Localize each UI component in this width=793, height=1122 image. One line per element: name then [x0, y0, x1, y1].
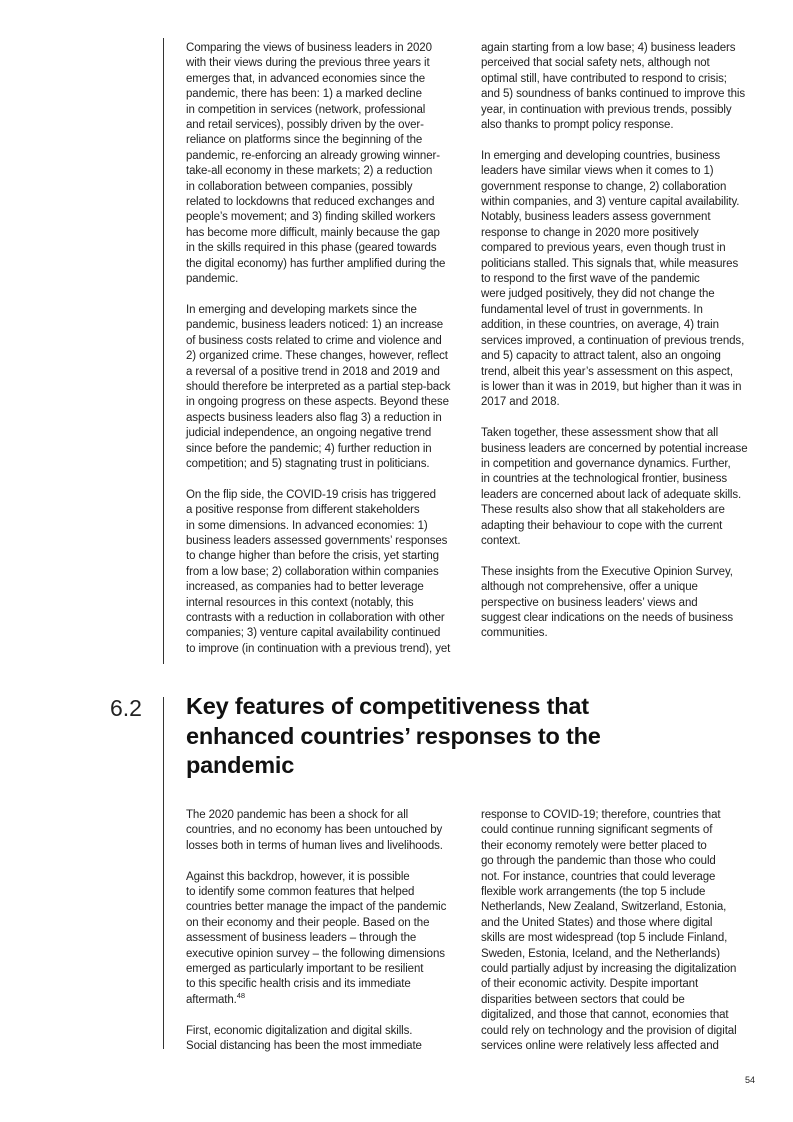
text-line: perspective on business leaders’ views and: [481, 596, 698, 609]
text-line: services online were relatively less affected and: [481, 1040, 719, 1053]
text-line: compared to previous years, even though trust in: [481, 242, 726, 255]
text-line: assessment of business leaders – through the: [186, 932, 417, 945]
text-line: Sweden, Estonia, Iceland, and the Netherlands): [481, 947, 720, 960]
margin-rule-top: [163, 38, 164, 664]
body-paragraph: [186, 1024, 464, 1055]
text-line: On the flip side, the COVID-19 crisis has triggered: [186, 488, 436, 501]
text-line: and the United States) and those where digital: [481, 916, 713, 929]
text-line: adapting their behaviour to cope with the current: [481, 519, 723, 532]
text-line: losses both in terms of human lives and livelihoods.: [186, 839, 443, 852]
text-line: on their economy and their people. Based on the: [186, 916, 430, 929]
text-line: judicial independence, an ongoing negative trend: [186, 427, 432, 440]
text-line: again starting from a low base; 4) business leaders: [481, 42, 736, 54]
body-paragraph: [186, 41, 464, 288]
text-line: and retail services), possibly driven by the over-: [186, 119, 424, 132]
text-line: politicians stalled. This signals that, while measures: [481, 257, 739, 270]
text-line: fundamental level of trust in governments. In: [481, 303, 703, 316]
text-line: go through the pandemic than those who could: [481, 855, 716, 868]
text-line: pandemic, business leaders noticed: 1) an increase: [186, 319, 444, 332]
text-line: Netherlands, New Zealand, Switzerland, Estonia,: [481, 901, 727, 914]
text-line: addition, in these countries, on average, 4) train: [481, 319, 719, 332]
text-line: to change higher than before the crisis, yet starting: [186, 550, 439, 563]
text-line: emerges that, in advanced economies since the: [186, 72, 426, 85]
text-line: could continue running significant segments of: [481, 824, 713, 837]
section-title-line: pandemic: [186, 752, 295, 778]
text-line: disparities between sectors that could be: [481, 993, 685, 1006]
text-line: flexible work arrangements (the top 5 include: [481, 886, 706, 899]
text-line: companies; 3) venture capital availability continued: [186, 627, 441, 640]
text-line: leaders have similar views when it comes to 1): [481, 165, 714, 178]
body-paragraph: [481, 565, 759, 642]
body-paragraph: [481, 426, 759, 549]
body-paragraph: [481, 41, 759, 133]
text-line: people’s movement; and 3) finding skilled workers: [186, 211, 436, 224]
text-line: a positive response from different stakeholders: [186, 504, 420, 517]
text-line: Taken together, these assessment show that all: [481, 427, 719, 440]
text-line: leaders are concerned about lack of adequate skills.: [481, 488, 742, 501]
top-left-column: [186, 41, 464, 673]
text-line: competition; and 5) stagnating trust in politicians.: [186, 457, 430, 470]
text-line: trend, albeit this year’s assessment on this aspect,: [481, 365, 733, 378]
text-line: also thanks to prompt policy response.: [481, 119, 674, 132]
text-line: their economy remotely were better placed to: [481, 839, 707, 852]
text-line: These results also show that all stakeholders are: [481, 504, 725, 517]
text-line: internal resources in this context (notably, this: [186, 596, 414, 609]
text-line: related to lockdowns that reduced exchanges and: [186, 196, 435, 209]
text-line: response to COVID-19; therefore, countries that: [481, 809, 721, 821]
text-line: and 5) soundness of banks continued to improve this: [481, 88, 746, 101]
text-line: is lower than it was in 2019, but higher than it was in: [481, 380, 742, 393]
body-paragraph: [481, 808, 759, 1055]
body-paragraph: [186, 488, 464, 657]
text-line: to respond to the first wave of the pandemic: [481, 273, 700, 286]
text-line: The 2020 pandemic has been a shock for all: [186, 809, 409, 821]
text-line: to improve (in continuation with a previous trend), yet: [186, 642, 451, 655]
text-line: context.: [481, 534, 521, 547]
section-number: 6.2: [110, 695, 142, 721]
text-line: the digital economy) has further amplified during the: [186, 257, 446, 270]
text-line: Against this backdrop, however, it is possible: [186, 870, 410, 883]
text-line: aspects business leaders also flag 3) a reduction in: [186, 411, 442, 424]
margin-rule-bottom: [163, 697, 164, 1049]
text-line: increased, as companies had to better leverage: [186, 581, 424, 594]
text-line: of business costs related to crime and violence and: [186, 334, 442, 347]
text-line: has become more difficult, mainly because the gap: [186, 226, 440, 239]
text-line: with their views during the previous three years it: [186, 57, 430, 70]
text-line: a reversal of a positive trend in 2018 and 2019 and: [186, 365, 440, 378]
text-line: suggest clear indications on the needs of business: [481, 611, 733, 624]
text-line: response to change in 2020 more positively: [481, 226, 699, 239]
text-line: in countries at the technological frontier, business: [481, 473, 728, 486]
text-line: and 5) capacity to attract talent, also an ongoing: [481, 350, 721, 363]
text-line: countries better manage the impact of the pandemic: [186, 901, 447, 914]
text-line: in collaboration between companies, possibly: [186, 180, 413, 193]
text-line: skills are most widespread (top 5 include Finland,: [481, 932, 728, 945]
text-line: to this specific health crisis and its immediate: [186, 978, 411, 991]
text-line: reliance on platforms since the beginning of the: [186, 134, 423, 147]
text-line: take-all economy in these markets; 2) a reduction: [186, 165, 433, 178]
text-line: were judged positively, they did not change the: [481, 288, 715, 301]
text-line: Notably, business leaders assess government: [481, 211, 711, 224]
bottom-right-column: [481, 808, 759, 1070]
text-line: although not comprehensive, offer a unique: [481, 581, 698, 594]
text-line: business leaders assessed governments’ responses: [186, 534, 448, 547]
text-line: 2) organized crime. These changes, however, reflect: [186, 350, 448, 363]
section-title-line: Key features of competitiveness that: [186, 693, 589, 719]
text-line: in ongoing progress on these aspects. Beyond these: [186, 396, 449, 409]
text-line: within companies, and 3) venture capital availability.: [481, 196, 740, 209]
text-line: aftermath.: [186, 993, 237, 1006]
text-line: Comparing the views of business leaders in 2020: [186, 42, 432, 54]
body-paragraph: [186, 808, 464, 854]
text-line: to identify some common features that helped: [186, 886, 415, 899]
text-line: in the skills required in this phase (geared towards: [186, 242, 437, 255]
bottom-left-column: [186, 808, 464, 1070]
text-line: First, economic digitalization and digital skills.: [186, 1024, 413, 1037]
section-title-line: enhanced countries’ responses to the: [186, 722, 601, 749]
text-line: could partially adjust by increasing the digitalization: [481, 963, 737, 976]
text-line: Social distancing has been the most immediate: [186, 1040, 422, 1053]
section-title: [186, 692, 601, 781]
body-paragraph: [186, 870, 464, 1009]
text-line: In emerging and developing markets since the: [186, 303, 417, 316]
text-line: communities.: [481, 627, 548, 640]
text-line: since before the pandemic; 4) further reduction in: [186, 442, 432, 455]
text-line: of their economic activity. Despite important: [481, 978, 699, 991]
text-line: 2017 and 2018.: [481, 396, 560, 409]
text-line: executive opinion survey – the following dimensions: [186, 947, 445, 960]
text-line: should therefore be interpreted as a partial step-back: [186, 380, 451, 393]
text-line: pandemic, there has been: 1) a marked decline: [186, 88, 422, 101]
text-line-with-footnote: [186, 993, 464, 1008]
text-line: perceived that social safety nets, although not: [481, 57, 710, 70]
text-line: emerged as particularly important to be resilient: [186, 963, 424, 976]
text-line: optimal still, have contributed to respond to crisis;: [481, 72, 727, 85]
text-line: government response to change, 2) collaboration: [481, 180, 727, 193]
text-line: contrasts with a reduction in collaboration with other: [186, 612, 445, 624]
text-line: could rely on technology and the provision of digital: [481, 1024, 737, 1037]
text-line: countries, and no economy has been untouched by: [186, 824, 443, 837]
text-line: not. For instance, countries that could leverage: [481, 870, 716, 883]
text-line: in competition in services (network, professional: [186, 103, 426, 116]
text-line: These insights from the Executive Opinion Survey,: [481, 565, 733, 578]
text-line: business leaders are concerned by potential increase: [481, 442, 748, 455]
text-line: year, in continuation with previous trends, possibly: [481, 103, 732, 116]
body-paragraph: [481, 149, 759, 411]
top-right-column: [481, 41, 759, 657]
body-paragraph: [186, 303, 464, 472]
text-line: digitalized, and those that cannot, economies that: [481, 1009, 729, 1022]
text-line: pandemic, re-enforcing an already growing winner-: [186, 149, 440, 162]
text-line: In emerging and developing countries, business: [481, 149, 720, 162]
text-line: in some dimensions. In advanced economies: 1): [186, 519, 428, 532]
page-number: 54: [745, 1075, 756, 1085]
text-line: services improved, a continuation of previous trends,: [481, 334, 745, 347]
text-line: in competition and governance dynamics. Further,: [481, 457, 731, 470]
footnote-reference: 48: [236, 991, 245, 1001]
text-line: pandemic.: [186, 273, 239, 286]
text-line: from a low base; 2) collaboration within companies: [186, 565, 439, 578]
